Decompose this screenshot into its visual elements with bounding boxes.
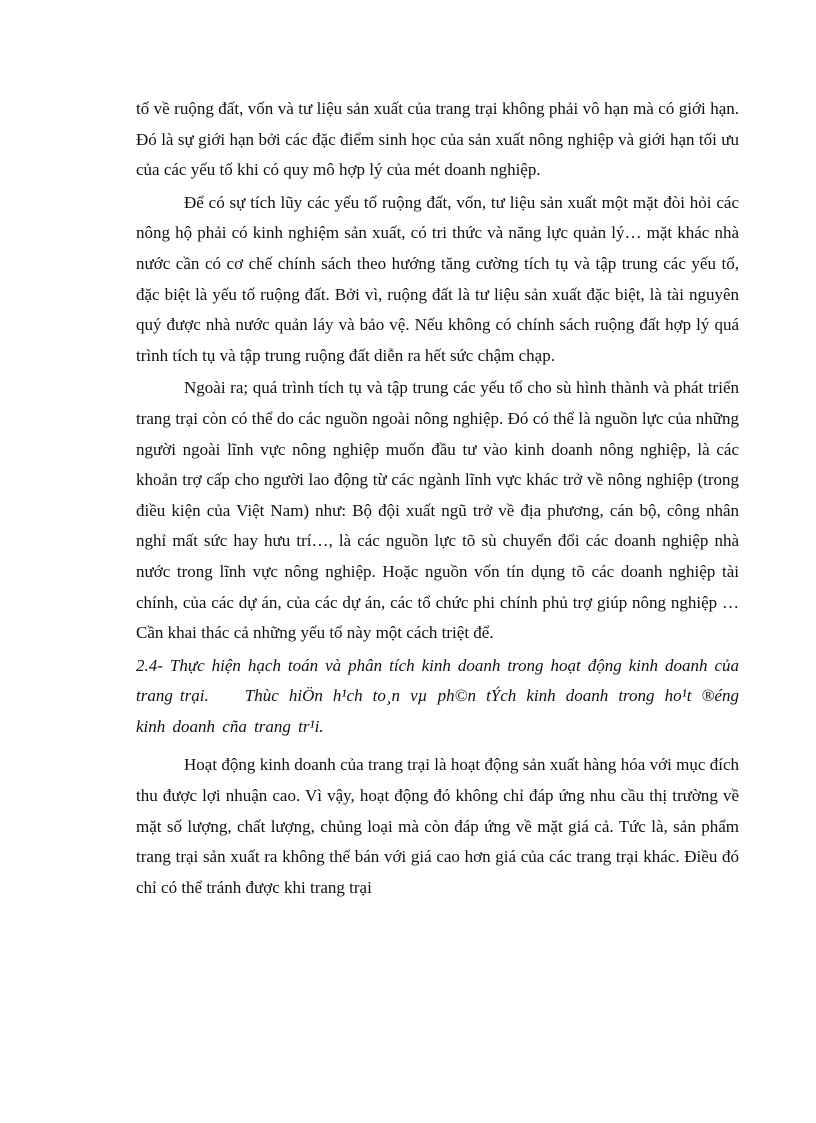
paragraph-continuation: tố về ruộng đất, vốn và tư liệu sản xuất của trang trại không phải vô hạn mà có giới hạn. Đó là sự giới hạn bởi các đặc điểm sinh học của sản xuất nông nghiệp và giới hạn tối ưu của các yếu tố khi có quy mô hợp lý của mét doanh nghiệp. <box>136 99 739 180</box>
paragraph-external-sources: Ngoài ra; quá trình tích tụ và tập trung các yếu tố cho sù hình thành và phát triển trang trại còn có thể do các nguồn ngoài nông nghiệp. Đó có thể là nguồn lực của những người ngoài lĩnh vực nông nghiệp muốn đầu tư vào kinh doanh nông nghiệp, là các khoản trợ cấp cho người lao động từ các ngành lĩnh vực khác trở về nông nghiệp (trong điều kiện của Việt Nam) như: Bộ đội xuất ngũ trở về địa phương, cán bộ, công nhân nghỉ mất sức hay hưu trí…, là các nguồn lực tõ sù chuyển đổi các doanh nghiệp nhà nước trong lĩnh vực nông nghiệp. Hoặc nguồn vốn tín dụng tõ các doanh nghiệp tài chính, của các dự án, của các dự án, các tổ chức phi chính phủ trợ giúp nông nghiệp … Cần khai thác cả những yếu tố này một cách triệt để. <box>136 378 739 643</box>
paragraph-accumulation: Để có sự tích lũy các yếu tố ruộng đất, vốn, tư liệu sản xuất một mặt đòi hỏi các nông hộ phải có kinh nghiệm sản xuất, có tri thức và năng lực quản lý… mặt khác nhà nước cần có cơ chế chính sách theo hướng tăng cường tích tụ và tập trung các yếu tố, đặc biệt là yếu tố ruộng đất. Bởi vì, ruộng đất là tư liệu sản xuất đặc biệt, là tài nguyên quý được nhà nước quản láy và bảo vệ. Nếu không có chính sách ruộng đất hợp lý quá trình tích tụ và tập trung ruộng đất diễn ra hết sức chậm chạp. <box>136 192 739 365</box>
section-heading-garbled-text: Thùc hiÖn h¹ch to¸n vµ ph©n tÝch kinh doanh trong ho¹t ®éng kinh doanh cña trang tr¹i. <box>136 686 740 736</box>
section-heading <box>136 651 739 743</box>
paragraph-business-activity: Hoạt động kinh doanh của trang trại là hoạt động sản xuất hàng hóa với mục đích thu được lợi nhuận cao. Vì vậy, hoạt động đó không chỉ đáp ứng nhu cầu thị trường về mặt số lượng, chất lượng, chủng loại mà còn đáp ứng về mặt giá cả. Tức là, sản phẩm trang trại sản xuất ra không thể bán với giá cao hơn giá của các trang trại khác. Điều đó chỉ có thể tránh được khi trang trại <box>136 755 739 897</box>
section-heading-text: 2.4- Thực hiện hạch toán và phân tích kinh doanh trong hoạt động kinh doanh của trang trại. <box>136 655 739 706</box>
document-page <box>136 94 739 903</box>
